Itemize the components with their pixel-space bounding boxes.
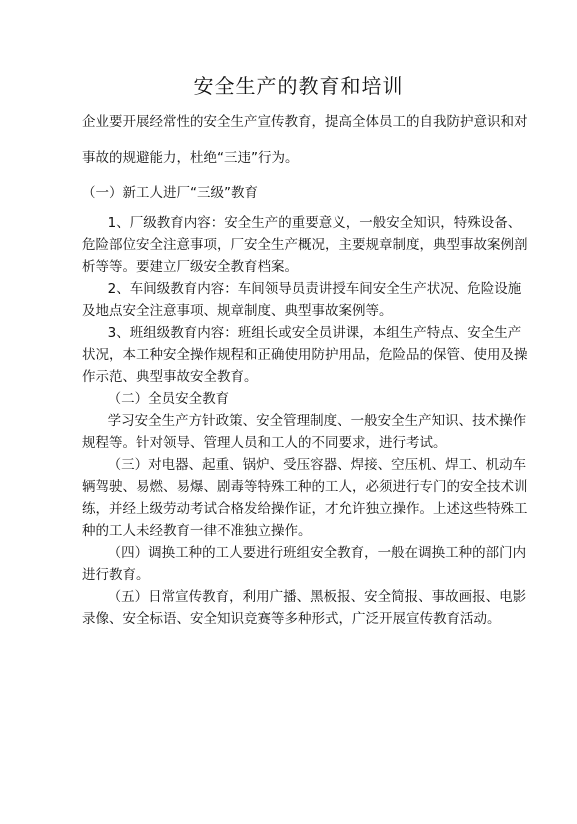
section5-paragraph: （五）日常宣传教育，利用广播、黑板报、安全简报、事故画报、电影录像、安全标语、安全知识竞赛等多种形式，广泛开展宣传教育活动。: [82, 589, 527, 627]
section4-paragraph: （四）调换工种的工人要进行班组安全教育，一般在调换工种的部门内进行教育。: [82, 545, 527, 583]
document-title: 安全生产的教育和培训: [193, 74, 404, 98]
section1-item1: 1、厂级教育内容：安全生产的重要意义，一般安全知识，特殊设备、危险部位安全注意事项，厂安全生产概况，主要规章制度，典型事故案例剖析等等。要建立厂级安全教育档案。: [82, 215, 528, 275]
section3-paragraph: （三）对电器、起重、锅炉、受压容器、焊接、空压机、焊工、机动车辆驾驶、易燃、易爆、剧毒等特殊工种的工人，必须进行专门的安全技术训练，并经上级劳动考试合格发给操作证，才允许独立操作。上述这些特殊工种的工人未经教育一律不准独立操作。: [82, 457, 528, 539]
section1-item2: 2、车间级教育内容：车间领导员责讲授车间安全生产状况、危险设施及地点安全注意事项、规章制度、典型事故案例等。: [82, 281, 522, 319]
section1-heading: （一）新工人进厂“三级”教育: [82, 185, 258, 201]
section2-heading: （二）全员安全教育: [107, 391, 230, 407]
section1-item3: 3、班组级教育内容：班组长或安全员讲课，本组生产特点、安全生产状况，本工种安全操作规程和正确使用防护用品，危险品的保管、使用及操作示范、典型事故安全教育。: [82, 325, 528, 385]
section2-body: 学习安全生产方针政策、安全管理制度、一般安全生产知识、技术操作规程等。针对领导、管理人员和工人的不同要求，进行考试。: [82, 413, 527, 451]
intro-paragraph: 企业要开展经常性的安全生产宣传教育，提高全体员工的自我防护意识和对事故的规避能力，杜绝“三违”行为。: [82, 114, 528, 166]
